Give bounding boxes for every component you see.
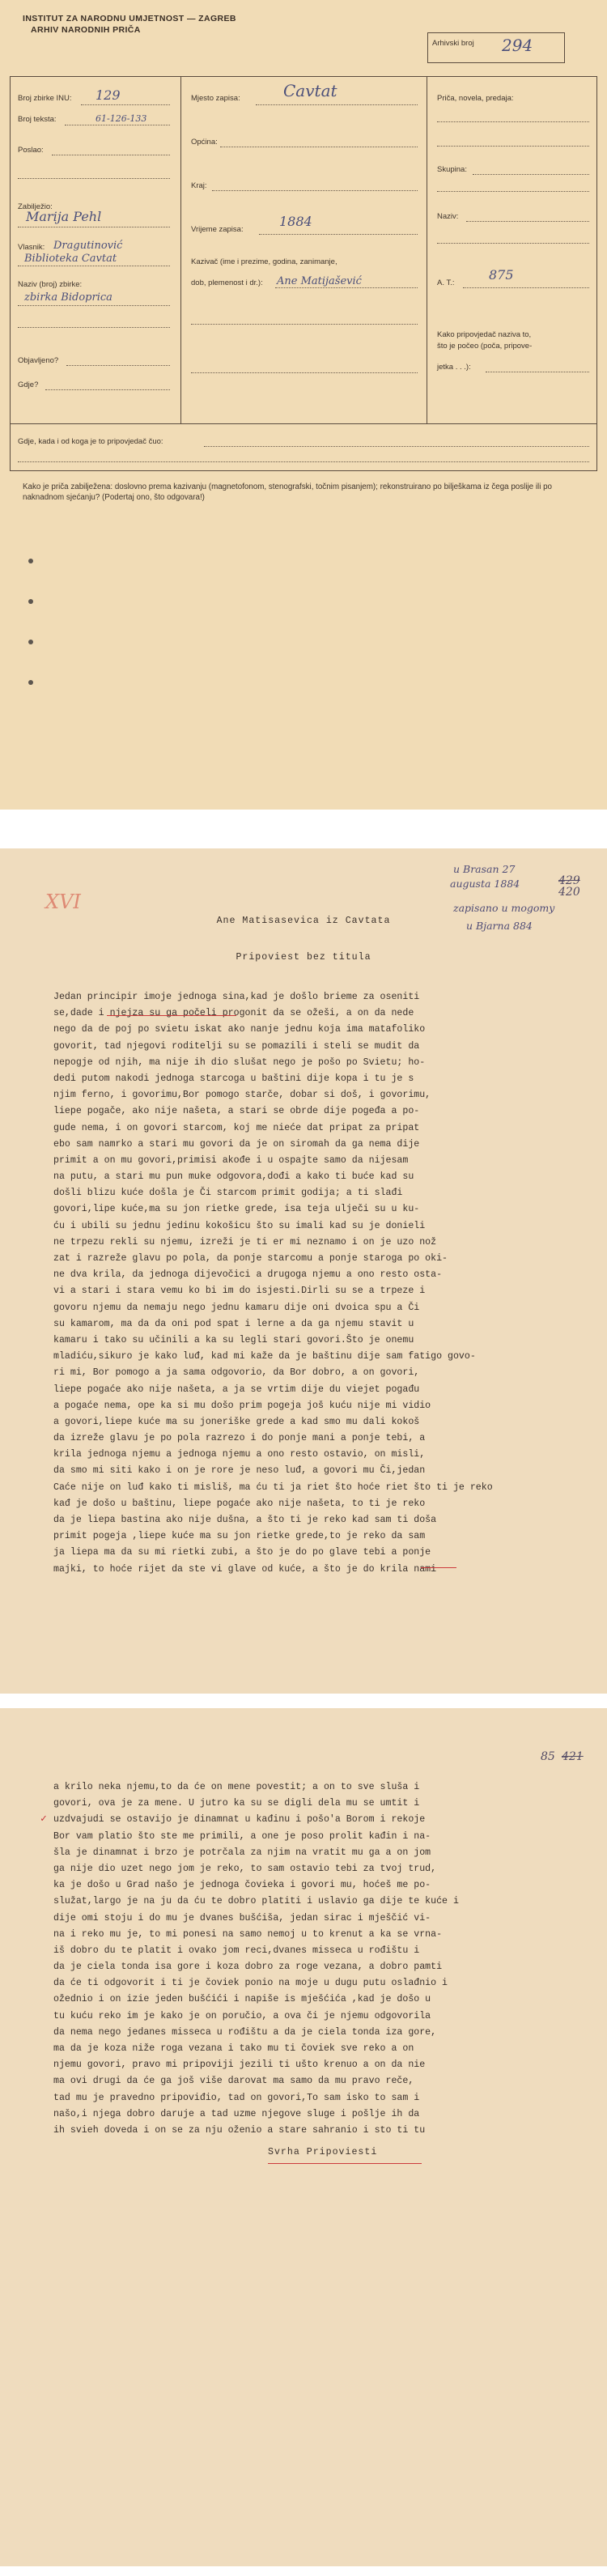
text-line: ne dva krila, da jednoga dijevočici a drugoga njemu a ono resto osta- xyxy=(53,1269,443,1281)
text-line: dije omi stoju i do mu je dvanes bušćiša, jedan sirac i mješčić vi- xyxy=(53,1912,431,1923)
punch-hole xyxy=(28,559,33,563)
manuscript-body-page-1 xyxy=(53,989,579,1578)
group-label: Skupina: xyxy=(437,165,467,174)
text-number-value: 61-126-133 xyxy=(96,113,147,124)
text-line: Bor vam platio što ste me primili, a one je poso prolit kađin i na- xyxy=(53,1830,431,1842)
text-line: krila jednoga njemu a jednoga njemu a ono resto ostavio, on misli, xyxy=(53,1449,426,1460)
text-line: da smo mi siti kako i on je rore je neso luđ, a govori mu Či,jedan xyxy=(53,1465,426,1477)
text-line: su kamarom, ma da da oni pod spat i lerne a da ga njemu stavit u xyxy=(53,1318,414,1329)
archive-number-box xyxy=(427,32,565,63)
text-line: njim ferno, i govorimu,Bor pomogo starče, dobar si doš, i govorimu, xyxy=(53,1090,431,1101)
recording-time-value: 1884 xyxy=(279,214,312,229)
text-line: da nema nego jedanes misseca u rođištu a da je ciela tonda iza gore, xyxy=(53,2026,437,2038)
text-line: tu kuću reko im je kako je on poručio, a ova či je njemu odgovorila xyxy=(53,2010,431,2021)
text-line: Jedan principir imoje jednoga sina,kad je došlo brieme za oseniti xyxy=(53,992,420,1002)
narrator-naming-label-2: što je počeo (poča, pripove- xyxy=(437,342,533,351)
red-underline xyxy=(421,1567,456,1568)
text-line: majki, to hoće rijet da ste vi glave od kuće, a što je do krila nami xyxy=(53,1563,437,1575)
text-line: liepe pogače, ako nije našeta, a stari se obrde dije pogeđa a po- xyxy=(53,1106,420,1117)
punch-hole xyxy=(28,680,33,685)
text-line: nepogje od njih, ma nije ih dio slušat nego je pošo po Svietu; ho- xyxy=(53,1056,426,1068)
text-line: mladiću,sikuro je kako luđ, kad mi kaže da je baštinu dije sam fatigo govo- xyxy=(53,1351,476,1362)
text-line: govori, ova je za mene. U jutro ka su se digli dela mu se umtit i xyxy=(53,1798,420,1809)
text-line: iš dobro du te platit i ovako jom reci,dvanes misseca u rođištu i xyxy=(53,1945,420,1956)
recording-time-label: Vrijeme zapisa: xyxy=(191,225,244,234)
text-line: govorit, tad njegovi roditelji su se pomazili i steli se mudit da xyxy=(53,1040,420,1052)
text-line: a krilo neka njemu,to da će on mene povestit; a on to sve sluša i xyxy=(53,1782,420,1792)
card-footnote: Kako je priča zabilježena: doslovno prema kazivanju (magnetofonom, stenografski, točnim pisanjem); rekonstruirano po bilješkama iz čega poslije ili po naknadnom sjećanju? (Podertaj ono, što odgovara!) xyxy=(23,482,552,502)
place-label: Mjesto zapisa: xyxy=(191,94,240,103)
published-label: Objavljeno? xyxy=(18,356,59,365)
manuscript-ending: Svrha Pripoviesti xyxy=(268,2147,378,2157)
text-line: a pogaće nema, ope ka si mu došo prim pogeja još kuću nije mi vidio xyxy=(53,1400,431,1411)
archive-number-value: 294 xyxy=(502,36,533,55)
text-line: se,dade i njejza su ga počeli progonit da se ožeši, a on da nede xyxy=(53,1008,414,1019)
text-line: ću i ubili su jednu jedinu kokošicu što su imali kad su je donieli xyxy=(53,1220,426,1231)
text-line: kađ je došo u baštinu, liepe pogaće ako nije našeta, to ti je reko xyxy=(53,1498,426,1509)
text-line: ja liepa ma da su mi rietki zubi, a što je do po glave tebi a ponje xyxy=(53,1547,431,1558)
text-line: ka je došo u Grad našo je jednoga čovieka i govori mu, hoćeš me po- xyxy=(53,1880,431,1891)
collection-name-value: zbirka Bidoprica xyxy=(24,291,112,304)
narrator-label-1: Kazivač (ime i prezime, godina, zanimanje, xyxy=(191,257,337,266)
text-line: ne trpezu rekli su njemu, izreži je ti er mi neznamo i on je uzo nož xyxy=(53,1236,437,1248)
punch-hole xyxy=(28,599,33,604)
archive-number-label: Arhivski broj xyxy=(432,39,474,48)
manuscript-subheading: Pripoviest bez titula xyxy=(236,952,371,963)
place-value: Cavtat xyxy=(283,81,337,100)
pencil-note-1: u Brasan 27 xyxy=(453,863,516,875)
text-line: služat,largo je na ju da ću te dobro platiti i uslavio ga dije te kuće i xyxy=(53,1896,459,1907)
pencil-note-3: zapisano u mogomy xyxy=(453,902,555,914)
text-line: šla je dinamnat i brzo je potrčala za njim na vratit mu ga a on jom xyxy=(53,1847,431,1858)
index-card-page xyxy=(0,0,607,810)
text-line: da je liepa bastina ako nije dušna, a što ti je reko kad sam ti doša xyxy=(53,1515,437,1525)
punch-hole xyxy=(28,640,33,644)
text-line: govori,lipe kuće,ma su jon rietke grede, isa teja ulječi su u ku- xyxy=(53,1204,420,1215)
sent-by-label: Poslao: xyxy=(18,146,44,155)
ending-underline xyxy=(268,2163,422,2164)
pencil-note-2: augusta 1884 xyxy=(450,878,520,890)
story-type-label: Priča, novela, predaja: xyxy=(437,94,514,103)
text-line: došli blizu kuće došla je Či starcom primit godija; a ti slađi xyxy=(53,1188,403,1199)
text-line: vi a stari i stara vemu ko bi im do isjesti.Dirli su se a trpeze i xyxy=(53,1286,426,1297)
red-margin-mark: ✓ xyxy=(40,1813,47,1825)
pencil-note-4: u Bjarna 884 xyxy=(466,920,533,932)
text-line: da će ti odgovorit i ti je čoviek ponio na moje u dugu putu oslađnio i xyxy=(53,1978,448,1989)
collection-name-label: Naziv (broj) zbirke: xyxy=(18,280,83,289)
text-line: ga nije dio uzet nego jom je reko, to sam ostavio tebi za tvoj trud, xyxy=(53,1863,437,1874)
text-line: tad mu je pravedno pripoviđio, tad on govori,To sam isko to sam i xyxy=(53,2092,420,2103)
text-line: ih svieh doveda i on se za nju oženio a stare sahranio i sto ti tu xyxy=(53,2124,426,2136)
card-header xyxy=(23,13,290,36)
narrator-naming-label-1: Kako pripovjedač naziva to, xyxy=(437,330,532,339)
text-line: da izreže glavu je po pola razrezo i do ponje mani a ponje tebi, a xyxy=(53,1433,426,1444)
text-line: ebo sam namrko a stari mu govori da je on siromah da ga nema dije xyxy=(53,1138,420,1150)
narrator-label-2: dob, plemenost i dr.): xyxy=(191,278,263,287)
text-line: njemu govori, pravo mi pripoviji jezili ti ušto krenuo a on da nie xyxy=(53,2060,426,2071)
collection-number-label: Broj zbirke INU: xyxy=(18,94,72,103)
text-line: na i reko mu je, to mi ponesi na samo nemoj u to krenut a ka se vrna- xyxy=(53,1928,443,1940)
narrator-value: Ane Matijašević xyxy=(277,275,362,287)
text-line: govoru njemu da nemaju nego jednu kamaru dije oni dvoica spu a Či xyxy=(53,1302,420,1313)
text-number-label: Broj teksta: xyxy=(18,115,57,124)
manuscript-heading: Ane Matisasevica iz Cavtata xyxy=(216,916,391,926)
text-line: nego da de poj po svietu iskat ako nanje jednu koja ima matafoliko xyxy=(53,1024,426,1035)
text-line: da je ciela tonda isa gore i koza dobro za roge vezana, a dobro pamti xyxy=(53,1962,443,1973)
source-label: Gdje, kada i od koga je to pripovjedač čuo: xyxy=(18,437,163,446)
text-line: ožednio i on izie jeden bušćići i napiše is mješćića ,kad je došo u xyxy=(53,1994,431,2005)
owner-value-2: Biblioteka Cavtat xyxy=(24,253,117,265)
recorded-by-value: Marija Pehl xyxy=(26,209,102,224)
institute-name: INSTITUT ZA NARODNU UMJETNOST — ZAGREB xyxy=(23,14,236,23)
where-label: Gdje? xyxy=(18,380,39,389)
source-row-frame xyxy=(10,424,597,471)
red-underline xyxy=(107,1015,236,1016)
text-line: a govori,liepe kuće ma su joneriške grede a kad smo mu dali kokoš xyxy=(53,1416,420,1427)
collection-number-value: 129 xyxy=(96,87,121,103)
narrator-naming-label-3: jetka . . .): xyxy=(437,363,471,372)
title-label: Naziv: xyxy=(437,212,459,221)
page-number: 420 xyxy=(558,886,580,899)
municipality-label: Općina: xyxy=(191,138,218,147)
text-line: ri mi, Bor pomogo a ja sama odgovorio, da Bor dobro, a on govori, xyxy=(53,1367,420,1379)
text-line: dedi putom nakodi jednoga starcoga u baštini dije kopa i tu je s xyxy=(53,1073,414,1084)
region-label: Kraj: xyxy=(191,181,207,190)
red-stamp: XVI xyxy=(45,891,81,913)
text-line: kamaru i tako su učinili a ka su legli stari govori.Što je onemu xyxy=(53,1334,414,1345)
archive-name: ARHIV NARODNIH PRIČA xyxy=(31,25,141,35)
text-line: našo,i njega dobro daruje a tad uzme njegove sluge i pošlje ih da xyxy=(53,2108,420,2119)
page-number: 421 xyxy=(562,1750,584,1763)
text-line: liepe pogaće ako nije našeta, a ja se vrtim dije du viejet pogađu xyxy=(53,1384,420,1395)
text-line: zat i razreže glavu po pola, da ponje starcomu a ponje staroga po oki- xyxy=(53,1253,448,1264)
page-number-old: 85 xyxy=(541,1750,555,1763)
text-line: ma ovi drugi da će ga još više darovat ma samo da mu pravo reče, xyxy=(53,2076,414,2087)
text-line: primit pogeja ,liepe kuće ma su jon rietke grede,to je reko da sam xyxy=(53,1531,426,1542)
owner-label: Vlasnik: xyxy=(18,243,45,252)
text-line: na putu, a stari mu pun muke odgovora,dođi a kako ti buće kad su xyxy=(53,1171,414,1183)
text-line: gude nema, i on govori starcom, koj me nieće dat pripat za pripat xyxy=(53,1122,420,1133)
text-line: ma da je koza niže roga vezana i tako mu ti čoviek sve reko a on xyxy=(53,2043,414,2054)
text-line: Caće nije on luđ kako ti misliš, ma ću ti ja riet što hoće riet što ti je reko xyxy=(53,1481,493,1493)
at-value: 875 xyxy=(489,267,514,283)
owner-value-1: Dragutinović xyxy=(53,240,123,252)
at-label: A. T.: xyxy=(437,278,455,287)
text-line: uzdvajudi se ostavijo je dinamnat u kađinu i pošo'a Borom i rekoje xyxy=(53,1814,426,1826)
manuscript-body-page-2 xyxy=(53,1779,579,2139)
text-line: primit a on mu govori,primisi akođe i u ospajte samo da nijesam xyxy=(53,1154,409,1166)
page-number-old: 429 xyxy=(558,874,580,887)
recorded-by-label: Zabilježio: xyxy=(18,202,53,211)
